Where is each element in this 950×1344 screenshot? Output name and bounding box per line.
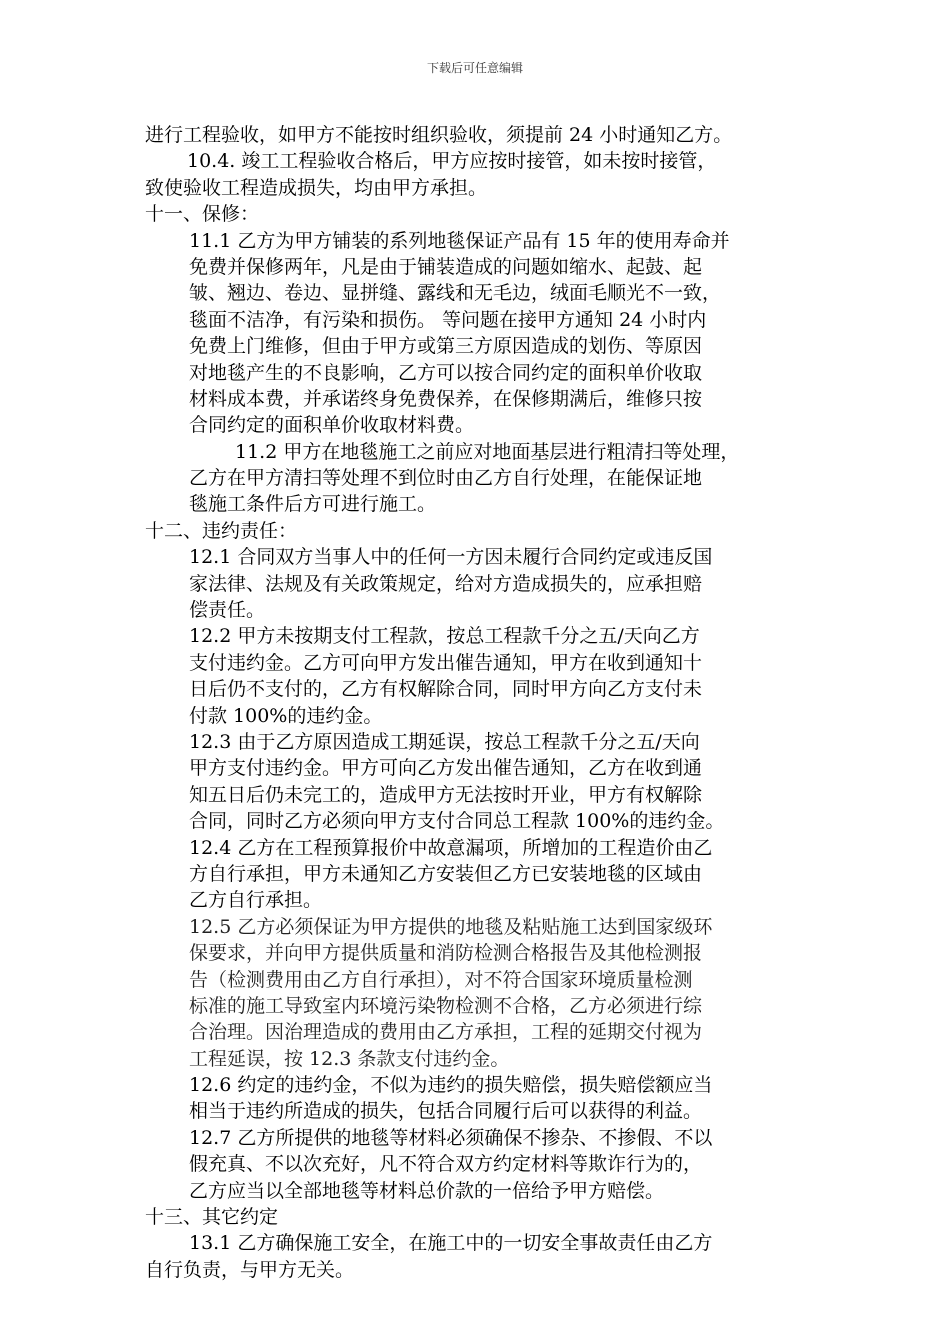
text-line: 保要求，并向甲方提供质量和消防检测合格报告及其他检测报 [189, 942, 703, 965]
text-line: 13.1 乙方确保施工安全，在施工中的一切安全事故责任由乙方 [189, 1232, 713, 1255]
text-line: 12.2 甲方未按期支付工程款，按总工程款千分之五/天向乙方 [189, 625, 700, 648]
text-line: 工程延误，按 12.3 条款支付违约金。 [189, 1047, 510, 1070]
text-line: 12.1 合同双方当事人中的任何一方因未履行合同约定或违反国 [189, 546, 713, 569]
document-body [145, 122, 815, 1283]
text-line: 免费上门维修，但由于甲方或第三方原因造成的划伤、等原因 [189, 335, 703, 358]
text-line: 10.4. 竣工工程验收合格后，甲方应按时接管，如未按时接管， [187, 150, 717, 173]
text-line: 11.1 乙方为甲方铺装的系列地毯保证产品有 15 年的使用寿命并 [189, 229, 730, 252]
text-line: 合同约定的面积单价收取材料费。 [189, 414, 475, 437]
text-line: 12.3 由于乙方原因造成工期延误，按总工程款千分之五/天向 [189, 730, 700, 753]
text-line: 方自行承担，甲方未通知乙方安装但乙方已安装地毯的区域由 [189, 862, 703, 885]
text-line: 乙方应当以全部地毯等材料总价款的一倍给予甲方赔偿。 [189, 1179, 665, 1202]
text-line: 合同，同时乙方必须向甲方支付合同总工程款 100%的违约金。 [189, 810, 725, 833]
text-line: 告（检测费用由乙方自行承担），对不符合国家环境质量检测 [189, 968, 693, 991]
text-line: 日后仍不支付的，乙方有权解除合同，同时甲方向乙方支付未 [189, 678, 703, 701]
text-line: 进行工程验收，如甲方不能按时组织验收，须提前 24 小时通知乙方。 [145, 124, 733, 146]
text-line: 12.4 乙方在工程预算报价中故意漏项，所增加的工程造价由乙 [189, 836, 713, 859]
page-header: 下载后可任意编辑 [426, 61, 523, 75]
text-line: 皱、翘边、卷边、显拼缝、露线和无毛边，绒面毛顺光不一致， [189, 282, 722, 305]
text-line: 知五日后仍未完工的，造成甲方无法按时开业，甲方有权解除 [189, 783, 703, 806]
text-line: 致使验收工程造成损失，均由甲方承担。 [145, 176, 488, 199]
text-line: 相当于违约所造成的损失，包括合同履行后可以获得的利益。 [189, 1100, 703, 1123]
text-line: 十二、违约责任： [145, 519, 298, 542]
text-line: 乙方在甲方清扫等处理不到位时由乙方自行处理，在能保证地 [189, 467, 703, 490]
text-line: 毯施工条件后方可进行施工。 [189, 493, 437, 516]
text-line: 免费并保修两年，凡是由于铺装造成的问题如缩水、起鼓、起 [189, 255, 703, 278]
text-line: 12.6 约定的违约金，不似为违约的损失赔偿，损失赔偿额应当 [189, 1074, 713, 1097]
text-line: 标准的施工导致室内环境污染物检测不合格，乙方必须进行综 [189, 994, 703, 1017]
text-line: 十一、保修： [145, 203, 260, 226]
text-line: 自行负责，与甲方无关。 [145, 1258, 355, 1281]
text-line: 假充真、不以次充好，凡不符合双方约定材料等欺诈行为的， [189, 1153, 703, 1176]
text-line: 家法律、法规及有关政策规定，给对方造成损失的，应承担赔 [189, 572, 703, 595]
text-line: 12.7 乙方所提供的地毯等材料必须确保不掺杂、不掺假、不以 [189, 1126, 713, 1149]
text-line: 合治理。因治理造成的费用由乙方承担，工程的延期交付视为 [189, 1021, 703, 1044]
text-line: 偿责任。 [189, 599, 266, 622]
text-line: 付款 100%的违约金。 [189, 704, 383, 727]
text-line: 支付违约金。乙方可向甲方发出催告通知，甲方在收到通知十 [189, 651, 703, 674]
text-line: 材料成本费，并承诺终身免费保养，在保修期满后，维修只按 [189, 387, 703, 410]
text-line: 乙方自行承担。 [189, 889, 323, 912]
text-line: 12.5 乙方必须保证为甲方提供的地毯及粘贴施工达到国家级环 [189, 915, 713, 938]
text-line: 11.2 甲方在地毯施工之前应对地面基层进行粗清扫等处理， [235, 440, 740, 463]
text-line: 甲方支付违约金。甲方可向乙方发出催告通知，乙方在收到通 [189, 757, 703, 780]
text-line: 十三、其它约定 [145, 1206, 279, 1229]
text-line: 对地毯产生的不良影响，乙方可以按合同约定的面积单价收取 [189, 361, 703, 384]
text-line: 毯面不洁净，有污染和损伤。 等问题在接甲方通知 24 小时内 [189, 308, 707, 331]
